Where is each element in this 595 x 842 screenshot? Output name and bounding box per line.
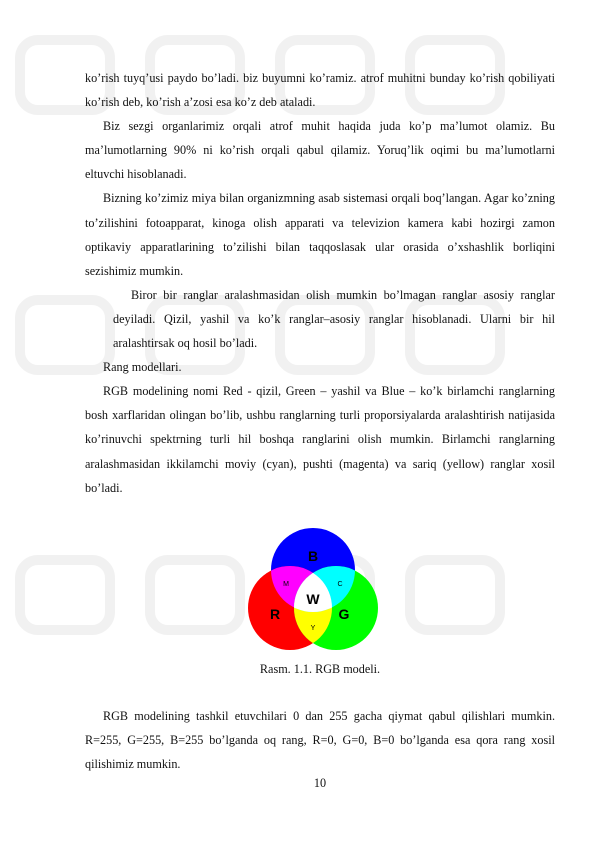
- figure-caption: Rasm. 1.1. RGB modeli.: [259, 662, 381, 676]
- label-g: G: [338, 606, 350, 622]
- paragraph-4: Biror bir ranglar aralashmasidan olish mumkin bo’lmagan ranglar asosiy ranglar deyiladi. Qizil, yashil va ko’k ranglar–asosiy ranglar hisoblanadi. Ularni bir hil aralashtirsak oq hosil bo’ladi.: [113, 287, 555, 351]
- paragraph-5: RGB modelining nomi Red - qizil, Green – yashil va Blue – ko’k birlamchi ranglarning bosh xarflaridan olingan bo’lib, ushbu ranglarning turli proporsiyalarda aralashtirish natijasida ko’rinuvchi spektrning turli hil boshqa ranglarini olish mumkin. Birlamchi ranglarning aralashmasidan ikkilamchi moviy (cyan), pushti (magenta) va sariq (yellow) ranglar xosil bo’ladi.: [85, 384, 555, 495]
- document-body-continued: [85, 704, 555, 776]
- label-y: Y: [310, 625, 316, 632]
- page-number: 10: [313, 776, 327, 790]
- label-b: B: [307, 548, 319, 564]
- section-heading: Rang modellari.: [103, 360, 182, 375]
- label-w: W: [306, 591, 320, 607]
- label-c: C: [337, 581, 343, 588]
- paragraph-1: ko’rish tuyq’usi paydo bo’ladi. biz buyumni ko’ramiz. atrof muhitni bunday ko’rish qobiliyati ko’rish deb, ko’rish a’zosi esa ko’z deb ataladi.: [85, 71, 555, 110]
- paragraph-6: RGB modelining tashkil etuvchilari 0 dan 255 gacha qiymat qabul qilishlari mumkin. R=255, G=255, B=255 bo’lganda oq rang, R=0, G=0, B=0 bo’lganda esa qora rang xosil qilishimiz mumkin.: [85, 709, 555, 772]
- paragraph-2: Biz sezgi organlarimiz orqali atrof muhit haqida juda ko’p ma’lumot olamiz. Bu ma’lumotlarning 90% ni ko’rish orqali qabul qilamiz. Yoruq’lik oqimi bu ma’lumotlarni eltuvchi hisoblanadi.: [85, 119, 555, 182]
- label-m: M: [283, 581, 289, 588]
- document-body: [85, 66, 555, 500]
- paragraph-3: Bizning ko’zimiz miya bilan organizmning asab sistemasi orqali boq’langan. Agar ko’zning to’zilishini fotoapparat, kinoga olish apparati va televizion kamera kabi hozirgi zamon optikaviy apparatlarining to’zilishi bilan taqqoslasak ular orasida o’xshashlik borliqini sezishimiz mumkin.: [85, 191, 555, 278]
- label-r: R: [269, 606, 281, 622]
- rgb-venn-diagram: [248, 526, 378, 654]
